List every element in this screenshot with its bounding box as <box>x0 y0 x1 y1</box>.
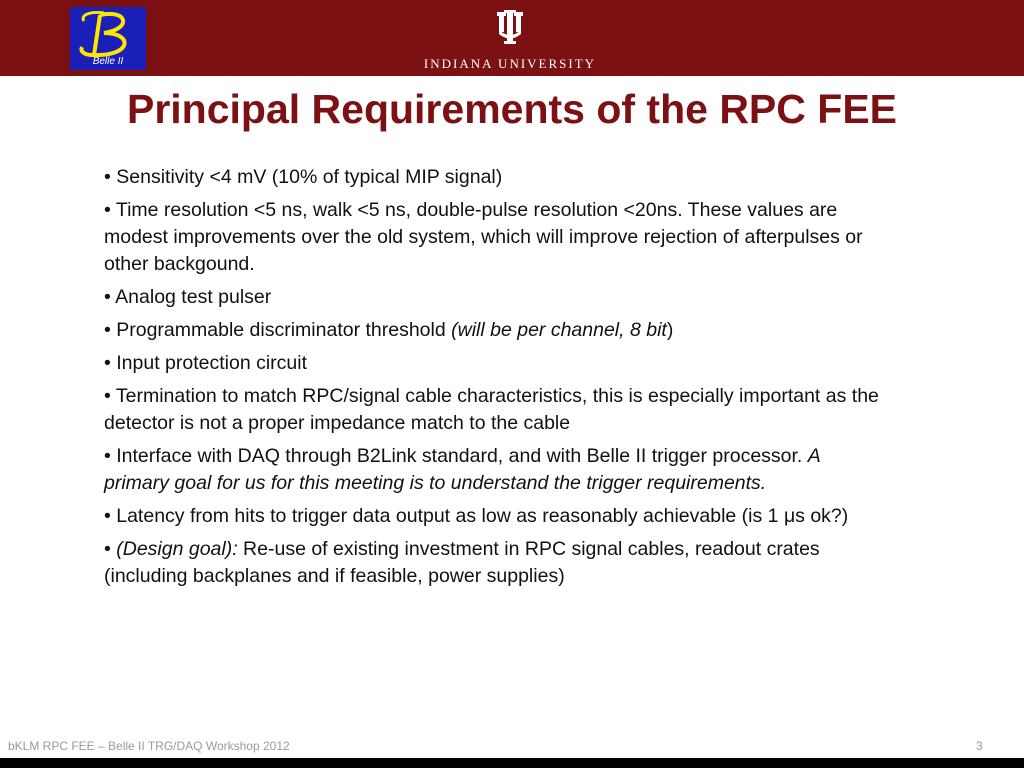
bottom-bar <box>0 758 1024 768</box>
requirement-text: • Termination to match RPC/signal cable characteristics, this is especially important as the detector is not a proper impedance match to the cable <box>104 385 879 434</box>
requirement-item <box>104 350 884 377</box>
requirement-text: • Analog test pulser <box>104 286 272 308</box>
institution-name: INDIANA UNIVERSITY <box>423 56 597 71</box>
requirement-item <box>104 284 884 311</box>
requirement-emphasis: (Design goal): <box>116 538 238 560</box>
logo-caption: Belle II <box>92 56 124 67</box>
requirement-text-tail: ) <box>666 319 674 341</box>
header-bar <box>0 0 1024 76</box>
iu-trident-icon <box>496 10 524 44</box>
footer-text: bKLM RPC FEE – Belle II TRG/DAQ Workshop 2012 <box>8 739 290 753</box>
requirement-item <box>104 164 884 191</box>
requirement-text: • <box>104 538 117 560</box>
requirement-text: • Time resolution <5 ns, walk <5 ns, double-pulse resolution <20ns. These values are modest improvements over the old system, which will improve rejection of afterpulses or other backgound. <box>104 199 863 275</box>
requirement-text: • Interface with DAQ through B2Link standard, and with Belle II trigger processor. <box>104 445 808 467</box>
requirement-item <box>104 317 884 344</box>
requirement-item <box>104 443 884 497</box>
requirement-item <box>104 503 884 530</box>
belle-ii-logo <box>70 7 146 70</box>
requirement-text: • Sensitivity <4 mV (10% of typical MIP signal) <box>104 166 503 188</box>
requirement-item <box>104 383 884 437</box>
requirement-emphasis: (will be per channel, 8 bit <box>451 319 667 341</box>
requirement-text: • Latency from hits to trigger data output as low as reasonably achievable (is 1 μs ok?) <box>104 505 849 527</box>
requirement-item <box>104 536 884 590</box>
requirement-text: • Programmable discriminator threshold <box>104 319 452 341</box>
requirement-emphasis: A primary goal for us for this meeting is to understand the trigger requirements. <box>104 445 821 494</box>
requirements-list <box>104 164 884 596</box>
slide-title: Principal Requirements of the RPC FEE <box>126 86 898 132</box>
requirement-text-tail: Re-use of existing investment in RPC signal cables, readout crates (including backplanes and if feasible, power supplies) <box>104 538 820 587</box>
requirement-item <box>104 197 884 278</box>
requirement-text: • Input protection circuit <box>104 352 308 374</box>
page-number: 3 <box>976 739 983 753</box>
